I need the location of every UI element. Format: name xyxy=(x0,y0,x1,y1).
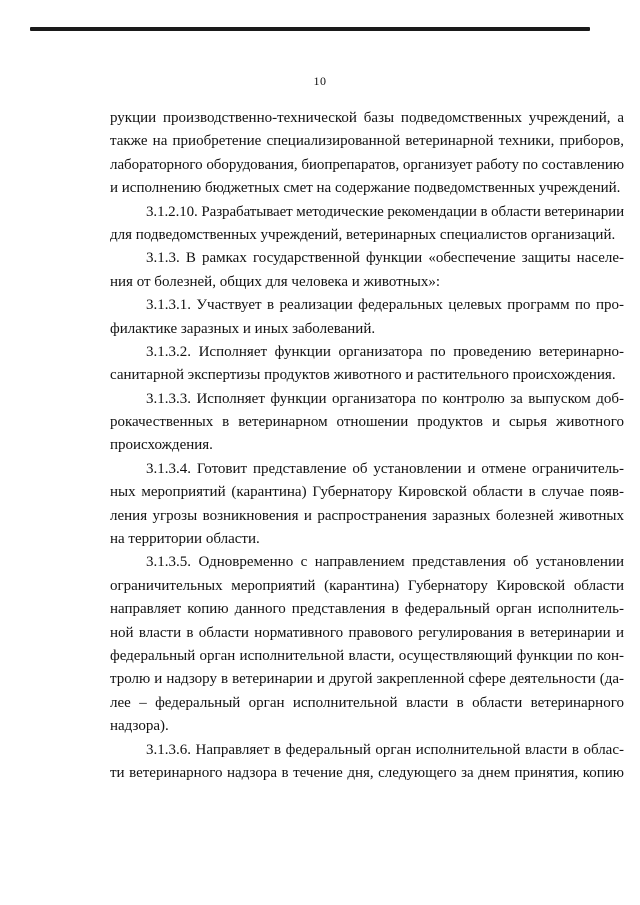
paragraph-first-line: 3.1.3.4. Готовит представление об установлении и отмене ограничитель- xyxy=(146,460,624,477)
text-line: направляет копию данного представления в федеральный орган исполнитель- xyxy=(110,601,624,618)
text-line: на территории области. xyxy=(110,531,260,548)
text-line: происхождения. xyxy=(110,437,213,454)
text-line: для подведомственных учреждений, ветеринарных специалистов организаций. xyxy=(110,226,616,243)
page-number: 10 xyxy=(313,74,327,88)
text-line: ния от болезней, общих для человека и животных»: xyxy=(110,273,441,290)
text-line: санитарной экспертизы продуктов животного и растительного происхождения. xyxy=(110,367,616,384)
paragraph-first-line: 3.1.3.6. Направляет в федеральный орган исполнительной власти в облас- xyxy=(146,741,624,758)
text-line: надзора). xyxy=(110,718,169,735)
text-line: ной власти в области нормативного правового регулирования в ветеринарии и xyxy=(110,624,624,641)
document-body xyxy=(110,107,624,785)
text-line: ления угрозы возникновения и распространения заразных болезней животных xyxy=(110,507,624,524)
text-line: рукции производственно-технической базы подведомственных учреждений, а xyxy=(110,110,624,126)
text-line: лее – федеральный орган исполнительной власти в области ветеринарного xyxy=(110,694,624,711)
text-line: лабораторного оборудования, биопрепаратов, организует работу по составлению xyxy=(110,156,625,173)
text-line: и исполнению бюджетных смет на содержание подведомственных учреждений. xyxy=(110,180,621,197)
paragraph-first-line: 3.1.3.2. Исполняет функции организатора по проведению ветеринарно- xyxy=(146,343,624,360)
text-line: федеральный орган исполнительной власти, осуществляющий функции по кон- xyxy=(110,647,624,664)
text-line: ных мероприятий (карантина) Губернатору Кировской области в случае появ- xyxy=(110,484,624,501)
paragraph-first-line: 3.1.3.5. Одновременно с направлением представления об установлении xyxy=(146,554,624,571)
text-line: рокачественных в ветеринарном отношении продуктов и сырья животного xyxy=(110,414,624,431)
paragraph-first-line: 3.1.3.3. Исполняет функции организатора по контролю за выпуском доб- xyxy=(146,390,624,407)
paragraph-first-line: 3.1.2.10. Разрабатывает методические рекомендации в области ветеринарии xyxy=(146,203,625,220)
text-line: также на приобретение специализированной ветеринарной техники, приборов, xyxy=(110,133,624,150)
text-line: ти ветеринарного надзора в течение дня, следующего за днем принятия, копию xyxy=(110,764,624,781)
text-line: филактике заразных и иных заболеваний. xyxy=(110,320,376,337)
header-rule xyxy=(30,27,590,31)
paragraph-first-line: 3.1.3.1. Участвует в реализации федеральных целевых программ по про- xyxy=(146,297,624,314)
text-line: ограничительных мероприятий (карантина) Губернатору Кировской области xyxy=(110,577,624,594)
text-line: тролю и надзору в ветеринарии и другой закрепленной сфере деятельности (да- xyxy=(110,671,624,688)
paragraph-first-line: 3.1.3. В рамках государственной функции «обеспечение защиты населе- xyxy=(146,250,624,267)
